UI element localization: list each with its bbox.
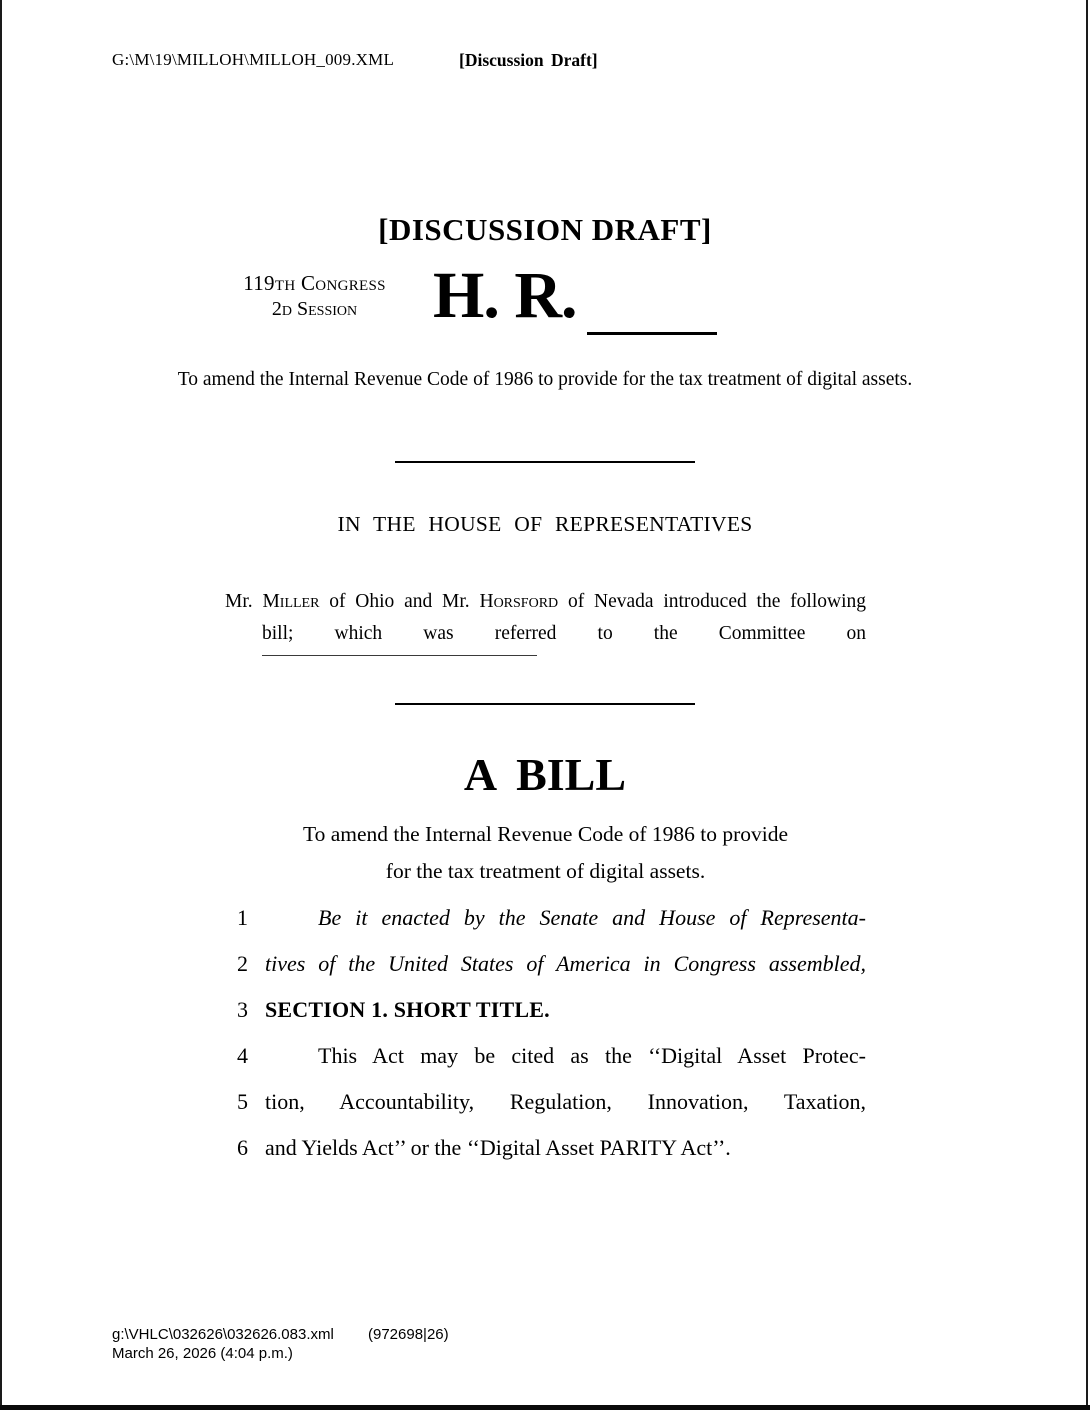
bill-line-6	[0, 1135, 1090, 1181]
bill-line-4	[0, 1043, 1090, 1089]
line-number: 3	[237, 997, 248, 1022]
introduction-line-2: bill; which was referred to the Committee on	[262, 623, 866, 644]
footer-stamp-number: (972698|26)	[368, 1326, 449, 1343]
bill-line-3	[0, 997, 1090, 1043]
line-text: tion, Accountability, Regulation, Innovation, Taxation,	[265, 1089, 866, 1114]
line-number: 2	[237, 951, 248, 976]
preamble-text: To amend the Internal Revenue Code of 1986 to provide for the tax treatment of digital assets.	[177, 369, 913, 390]
intro-seg-2: of Ohio and Mr.	[319, 591, 480, 612]
congress-number: 119th Congress	[243, 271, 386, 295]
footer-date: March 26, 2026 (4:04 p.m.)	[112, 1345, 293, 1362]
intro-seg-1: Mr.	[225, 591, 263, 612]
horizontal-rule-middle	[395, 703, 695, 705]
footer-stamp	[112, 1325, 449, 1363]
chamber-heading: IN THE HOUSE OF REPRESENTATIVES	[337, 512, 753, 536]
line-number: 5	[237, 1089, 248, 1114]
bill-number-blank-line	[587, 305, 717, 335]
line-text: Be it enacted by the Senate and House of Representa-	[318, 905, 866, 930]
horizontal-rule-top	[395, 461, 695, 463]
committee-blank-line	[262, 645, 537, 656]
bill-line-2	[0, 951, 1090, 997]
sponsor-name-2: Horsford	[479, 591, 559, 612]
introduction-line-1	[225, 591, 866, 613]
bill-heading: A BILL	[463, 749, 627, 800]
bill-number: H. R.	[433, 259, 577, 332]
footer-file-path: g:\VHLC\032626\032626.083.xml	[112, 1326, 334, 1343]
bill-line-1	[0, 905, 1090, 951]
line-number: 1	[237, 905, 248, 930]
line-text: and Yields Act’’ or the ‘‘Digital Asset PARITY Act’’.	[265, 1135, 731, 1160]
bill-summary-line-1: To amend the Internal Revenue Code of 1986 to provide	[302, 822, 789, 846]
congress-session-block	[222, 271, 407, 321]
header-draft-label: [Discussion Draft]	[459, 50, 598, 70]
page-border-bottom	[0, 1405, 1090, 1410]
intro-seg-3: of Nevada introduced the following	[558, 591, 866, 612]
sponsor-name-1: Miller	[262, 591, 320, 612]
bill-summary	[225, 816, 866, 890]
line-text: This Act may be cited as the ‘‘Digital Asset Protec-	[318, 1043, 866, 1068]
session-number: 2d Session	[271, 298, 358, 320]
introduction-paragraph	[225, 591, 866, 645]
line-number: 4	[237, 1043, 248, 1068]
line-text: tives of the United States of America in Congress assembled,	[265, 951, 866, 976]
line-number: 6	[237, 1135, 248, 1160]
bill-summary-line-2: for the tax treatment of digital assets.	[385, 859, 706, 883]
discussion-draft-title: [DISCUSSION DRAFT]	[378, 212, 712, 247]
header-file-path: G:\M\19\MILLOH\MILLOH_009.XML	[112, 50, 395, 69]
bill-line-5	[0, 1089, 1090, 1135]
line-text: SECTION 1. SHORT TITLE.	[265, 997, 550, 1022]
